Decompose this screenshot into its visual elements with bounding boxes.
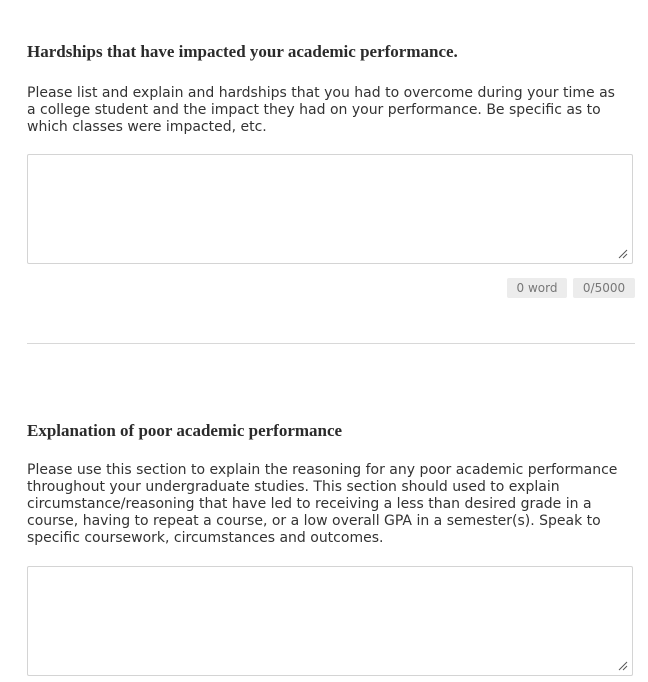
question-title: Explanation of poor academic performance [27,421,343,440]
question-description: Please use this section to explain the reasoning for any poor academic performance throughout your undergraduate studies. This section should used to explain circumstance/reasoning that have led to receiving a less than desired grade in a course, having to repeat a course, or a low overall GPA in a semester(s). Speak to specific coursework, circumstances and outcomes. [27,462,618,546]
question-description: Please list and explain and hardships that you had to overcome during your time as a college student and the impact they had on your performance. Be specific as to which classes were impacted, etc. [27,85,615,135]
word-count-badge: 0 word [507,278,567,298]
resize-handle-icon[interactable] [618,249,628,259]
resize-handle-icon[interactable] [618,661,628,671]
question-poor-performance [27,421,635,441]
question-poor-performance-description-wrap [27,462,635,547]
hardships-textarea[interactable] [27,154,633,264]
question-hardships-description-wrap [27,85,635,136]
poor-performance-textarea[interactable] [27,566,633,676]
question-hardships [27,42,635,62]
question-title: Hardships that have impacted your academic performance. [27,42,458,61]
char-count-badge: 0/5000 [573,278,635,298]
section-divider [27,343,635,344]
